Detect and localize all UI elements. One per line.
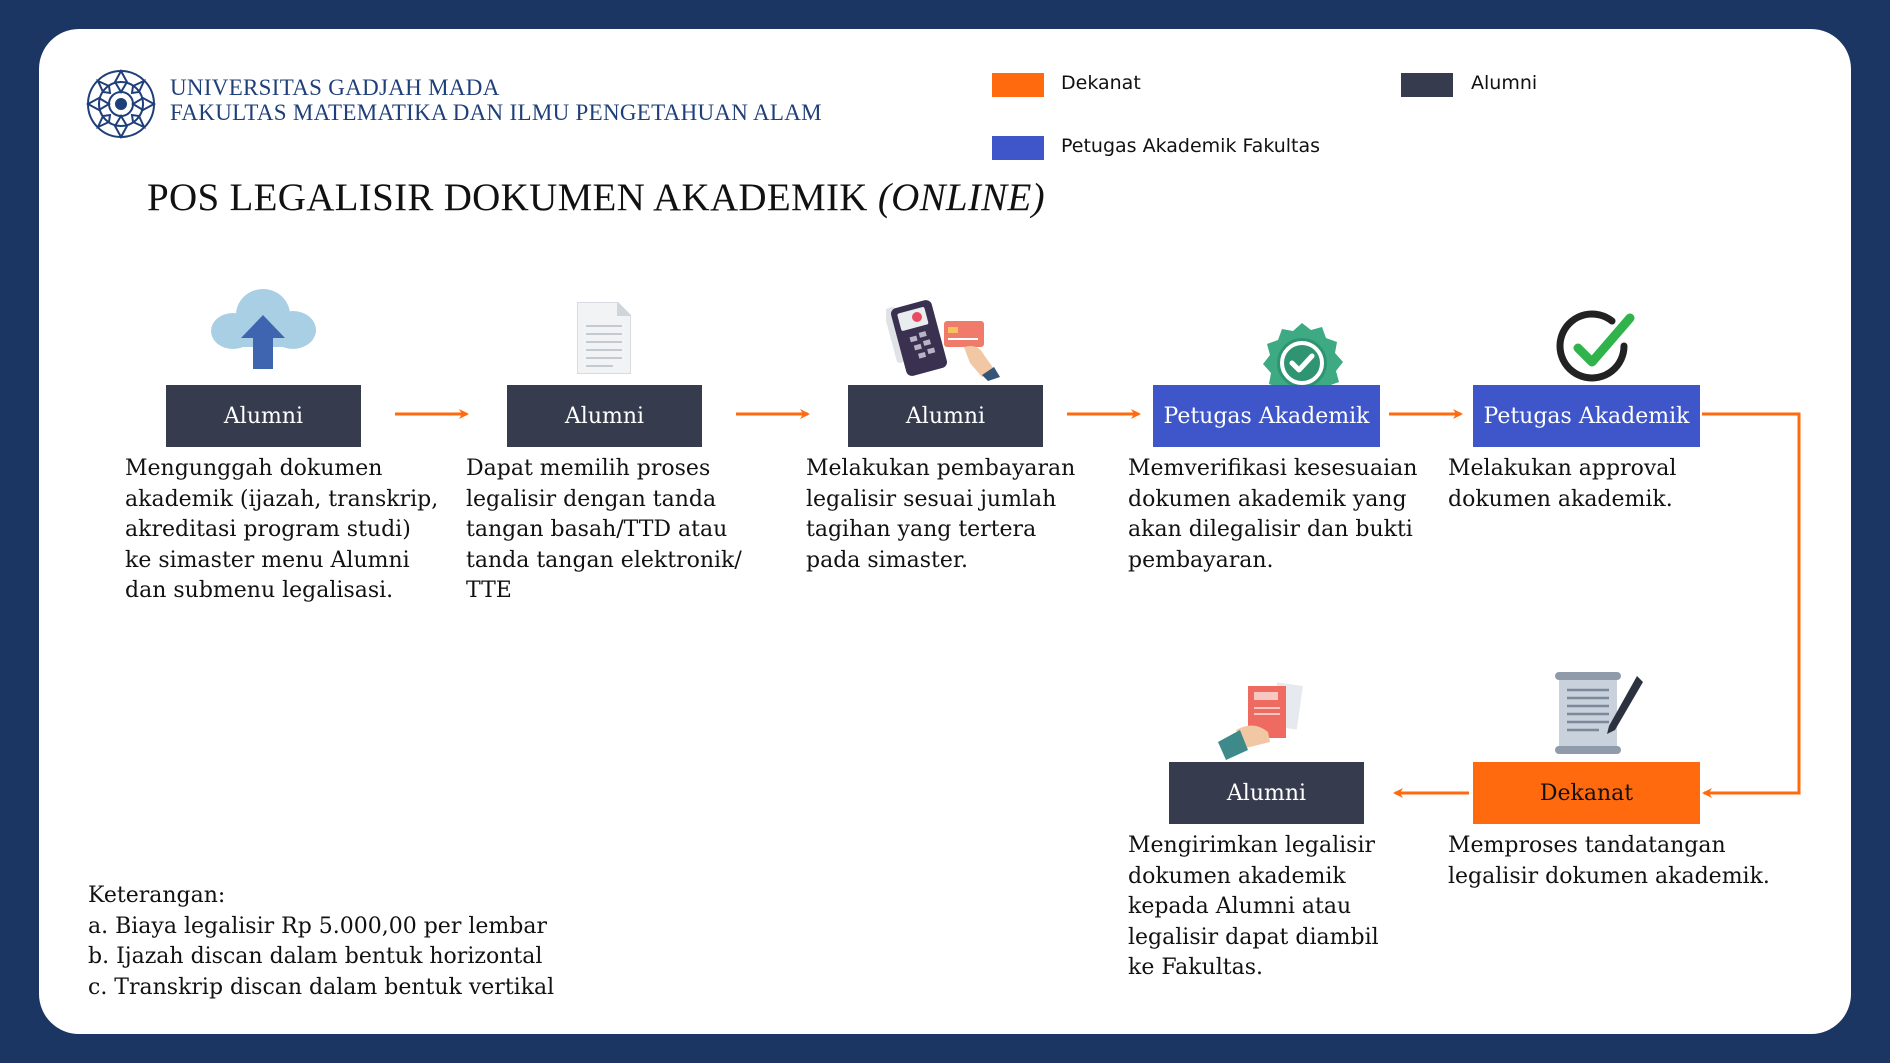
step1-description: Mengunggah dokumen akademik (ijazah, transkrip, akreditasi program studi) ke simaster menu Alumni dan submenu legalisasi. [125, 456, 439, 603]
step2-actor-box: Alumni [507, 385, 702, 447]
checkmark-circle-icon [1550, 306, 1640, 396]
title-italic: (ONLINE) [877, 176, 1045, 219]
step7-description: Mengirimkan legalisir dokumen akademik kepada Alumni atau legalisir dapat diambil ke Fakultas. [1128, 833, 1379, 980]
legend-label-dekanat: Dekanat [1061, 72, 1141, 94]
legend-label-petugas: Petugas Akademik Fakultas [1061, 135, 1321, 157]
signing-scroll-icon [1549, 670, 1645, 758]
step5-actor-box: Petugas Akademik [1473, 385, 1700, 447]
legend-label-alumni: Alumni [1471, 72, 1538, 94]
step3-actor-box: Alumni [848, 385, 1043, 447]
title-main: POS LEGALISIR DOKUMEN AKADEMIK [147, 176, 868, 219]
note-item: a. Biaya legalisir Rp 5.000,00 per lembar [88, 913, 547, 939]
note-item: c. Transkrip discan dalam bentuk vertikal [88, 974, 555, 1000]
note-item: b. Ijazah discan dalam bentuk horizontal [88, 944, 543, 969]
university-name: UNIVERSITAS GADJAH MADA [170, 75, 500, 100]
step5-description: Melakukan approval dokumen akademik. [1448, 456, 1677, 512]
step6-description: Memproses tandatangan legalisir dokumen akademik. [1448, 833, 1770, 889]
faculty-name: FAKULTAS MATEMATIKA DAN ILMU PENGETAHUAN ALAM [170, 100, 822, 125]
step7-actor-box: Alumni [1169, 762, 1364, 824]
document-icon [577, 302, 631, 374]
step2-description: Dapat memilih proses legalisir dengan tanda tangan basah/TTD atau tanda tangan elektronik/ TTE [466, 456, 742, 603]
step6-actor-box: Dekanat [1473, 762, 1700, 824]
infographic-card [39, 29, 1851, 1034]
hand-document-icon [1214, 680, 1314, 762]
step3-description: Melakukan pembayaran legalisir sesuai jumlah tagihan yang tertera pada simaster. [806, 456, 1076, 573]
step1-actor-box: Alumni [166, 385, 361, 447]
cloud-upload-icon [209, 283, 317, 373]
step4-description: Memverifikasi kesesuaian dokumen akademik yang akan dilegalisir dan bukti pembayaran. [1128, 456, 1418, 573]
step4-actor-box: Petugas Akademik [1153, 385, 1380, 447]
arrow-step5-step6 [1702, 414, 1799, 793]
notes-heading: Keterangan: [88, 883, 226, 908]
notes-block [88, 881, 554, 1003]
payment-terminal-icon [886, 297, 1002, 381]
